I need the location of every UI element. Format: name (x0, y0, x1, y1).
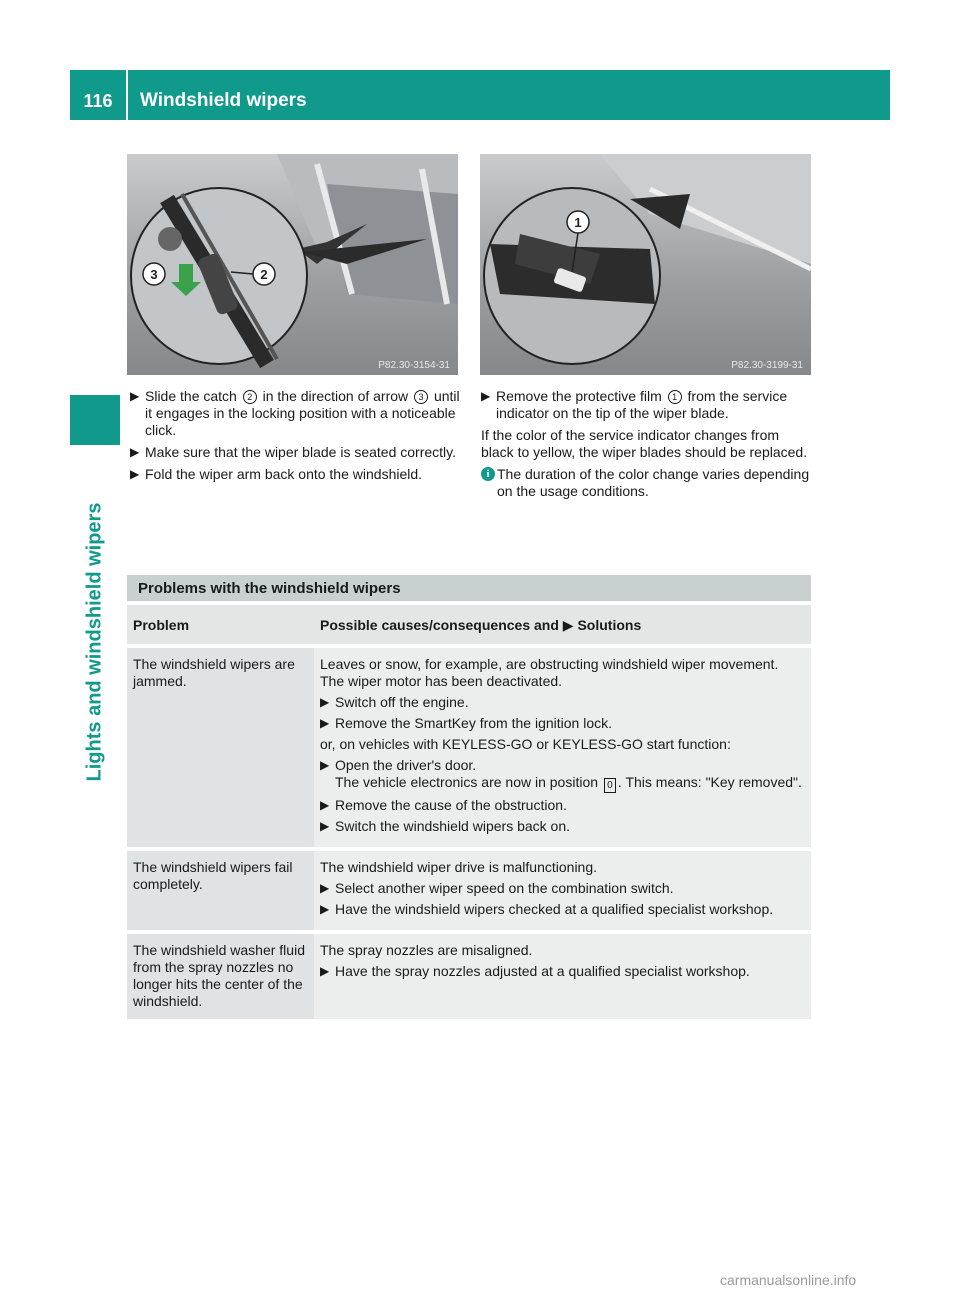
cause-text: The windshield wiper drive is malfunctioning. (320, 859, 598, 875)
service-indicator-illustration (480, 154, 811, 375)
step-text: until it engages in the locking position with a noticeable click. (145, 388, 460, 438)
step-detail: . This means: "Key removed". (617, 774, 802, 790)
problem-cell: The windshield wipers are jammed. (127, 646, 314, 849)
troubleshooting-section (127, 575, 811, 1023)
instruction-step (130, 444, 460, 461)
column-header-problem: Problem (127, 605, 314, 646)
callout-1: 1 (574, 215, 582, 230)
figure-service-indicator (480, 154, 811, 375)
action-arrow-icon: ▶ (130, 389, 140, 403)
action-arrow-icon: ▶ (320, 695, 330, 709)
action-arrow-icon: ▶ (130, 445, 140, 459)
step-text: Make sure that the wiper blade is seated correctly. (145, 444, 457, 460)
instruction-step (320, 901, 805, 918)
left-instructions (130, 388, 460, 488)
alternative-text: or, on vehicles with KEYLESS-GO or KEYLESS-GO start function: (320, 736, 731, 752)
action-arrow-icon: ▶ (320, 798, 330, 812)
instruction-step (320, 818, 805, 835)
solution-cell (314, 646, 811, 849)
wiper-catch-illustration (127, 154, 458, 375)
info-note (481, 466, 813, 500)
side-tab-marker (70, 395, 120, 445)
action-arrow-icon: ▶ (320, 964, 330, 978)
solution-cell (314, 849, 811, 932)
table-row (127, 646, 811, 849)
callout-ref-2: 2 (243, 390, 257, 404)
step-text: Select another wiper speed on the combination switch. (335, 880, 674, 896)
step-text: Slide the catch (145, 388, 237, 404)
action-arrow-icon: ▶ (481, 389, 491, 403)
table-row (127, 849, 811, 932)
step-text: Remove the protective film (496, 388, 662, 404)
figure-reference: P82.30-3199-31 (731, 360, 803, 371)
side-tab (70, 462, 120, 822)
action-arrow-icon: ▶ (320, 716, 330, 730)
step-text: Switch off the engine. (335, 694, 469, 710)
right-instructions (481, 388, 813, 500)
cause-text: Leaves or snow, for example, are obstructing windshield wiper movement. The wiper motor has been deactivated. (320, 656, 779, 689)
header-divider (126, 70, 128, 120)
instruction-step (320, 715, 805, 732)
step-text: from the service indicator on the tip of the wiper blade. (496, 388, 788, 421)
step-text: Fold the wiper arm back onto the windshield. (145, 466, 423, 482)
callout-2: 2 (260, 267, 268, 282)
step-text: Have the windshield wipers checked at a qualified specialist workshop. (335, 901, 774, 917)
instruction-step (320, 694, 805, 711)
step-text: in the direction of arrow (262, 388, 409, 404)
key-position-icon: 0 (604, 778, 616, 793)
step-text: Open the driver's door. (335, 757, 477, 773)
step-text: Switch the windshield wipers back on. (335, 818, 571, 834)
header-text: Solutions (577, 617, 642, 633)
cause-text: The spray nozzles are misaligned. (320, 942, 533, 958)
side-tab-label: Lights and windshield wipers (83, 502, 106, 782)
callout-ref-3: 3 (414, 390, 428, 404)
table-row (127, 932, 811, 1021)
note-text: The duration of the color change varies depending on the usage conditions. (497, 466, 810, 499)
action-arrow-icon: ▶ (562, 617, 574, 633)
action-arrow-icon: ▶ (320, 881, 330, 895)
figure-reference: P82.30-3154-31 (378, 360, 450, 371)
step-detail: The vehicle electronics are now in position (335, 774, 599, 790)
solution-cell (314, 932, 811, 1021)
troubleshooting-table (127, 605, 811, 1023)
step-text: Have the spray nozzles adjusted at a qualified specialist workshop. (335, 963, 750, 979)
figure-wiper-catch (127, 154, 458, 375)
instruction-step (320, 757, 805, 793)
watermark: carmanualsonline.info (720, 1272, 857, 1288)
page-number: 116 (83, 91, 113, 111)
instruction-step (320, 797, 805, 814)
instruction-step (320, 880, 805, 897)
table-header-row (127, 605, 811, 646)
callout-ref-1: 1 (668, 390, 682, 404)
header-text: Possible causes/consequences and (320, 617, 559, 633)
problem-cell: The windshield wipers fail completely. (127, 849, 314, 932)
action-arrow-icon: ▶ (130, 467, 140, 481)
action-arrow-icon: ▶ (320, 758, 330, 772)
action-arrow-icon: ▶ (320, 902, 330, 916)
instruction-step (320, 963, 805, 980)
problem-cell: The windshield washer fluid from the spray nozzles no longer hits the center of the windshield. (127, 932, 314, 1021)
info-icon: i (481, 467, 495, 481)
service-indicator-paragraph: If the color of the service indicator changes from black to yellow, the wiper blades should be replaced. (481, 427, 808, 460)
action-arrow-icon: ▶ (320, 819, 330, 833)
page-title: Windshield wipers (140, 90, 307, 111)
instruction-step (130, 388, 460, 439)
step-text: Remove the cause of the obstruction. (335, 797, 567, 813)
step-text: Remove the SmartKey from the ignition lock. (335, 715, 613, 731)
callout-3: 3 (150, 267, 158, 282)
page-header (70, 70, 890, 120)
instruction-step (130, 466, 460, 483)
column-header-solutions (314, 605, 811, 646)
section-heading: Problems with the windshield wipers (127, 575, 811, 601)
instruction-step (481, 388, 813, 422)
